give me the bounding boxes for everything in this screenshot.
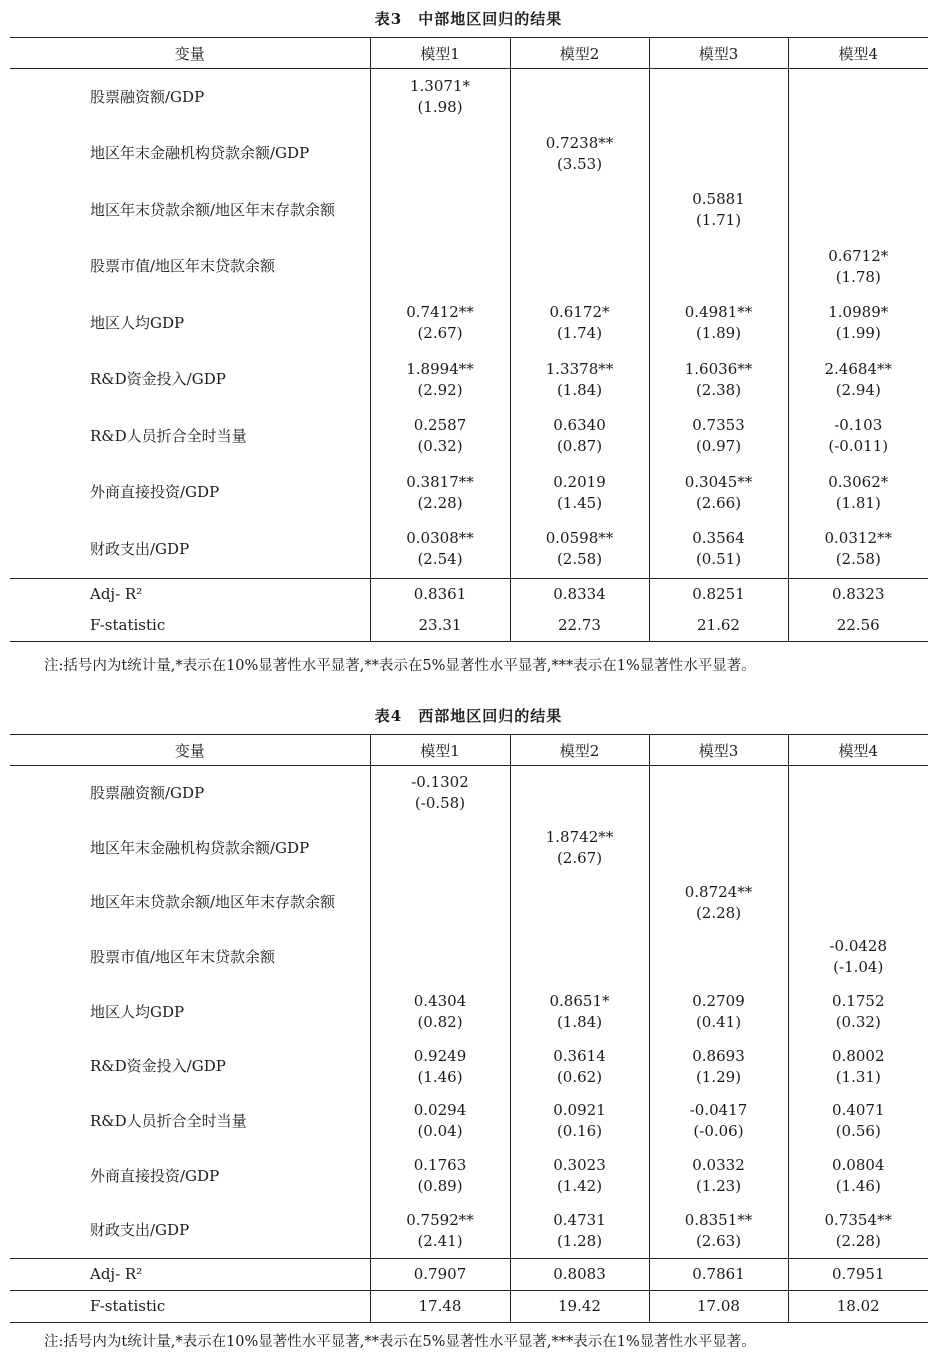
adj-r2-value: 0.7861 xyxy=(649,1259,788,1291)
coefficient-value: 0.2019 xyxy=(553,472,606,491)
table-row xyxy=(10,126,928,183)
table-row xyxy=(10,821,928,876)
row-variable-label: 地区年末金融机构贷款余额/GDP xyxy=(90,144,310,163)
adj-r2-value: 0.8251 xyxy=(649,578,788,610)
adj-r2-value: 0.8361 xyxy=(370,578,510,610)
table-row xyxy=(10,295,928,352)
coefficient-cell xyxy=(649,182,788,239)
coefficient-value: 0.0294 xyxy=(413,1101,467,1120)
coefficient-value: 1.0989* xyxy=(828,303,889,322)
coefficient-value: 0.3045** xyxy=(684,472,753,491)
coefficient-value: 0.6340 xyxy=(553,416,606,435)
t-statistic-value: (2.92) xyxy=(417,380,463,399)
t-statistic-value: (2.54) xyxy=(417,550,463,569)
coefficient-value: 0.4981** xyxy=(684,303,753,322)
t-statistic-value: (0.82) xyxy=(417,1013,463,1032)
row-variable-label: R&D资金投入/GDP xyxy=(90,1057,226,1076)
coefficient-value: 0.6712* xyxy=(828,246,889,265)
t-statistic-value: (0.62) xyxy=(556,1067,603,1086)
coefficient-cell xyxy=(649,295,788,352)
header-model-1: 模型1 xyxy=(370,38,510,69)
coefficient-cell xyxy=(510,295,649,352)
adj-r2-value: 0.8334 xyxy=(510,578,649,610)
table3 xyxy=(10,37,928,642)
coefficient-value: 0.3817** xyxy=(406,472,474,491)
coefficient-cell xyxy=(649,69,788,126)
table-row xyxy=(10,985,928,1040)
coefficient-cell xyxy=(788,930,928,985)
adj-r2-label: Adj- R² xyxy=(90,1265,143,1284)
coefficient-cell xyxy=(370,408,510,465)
t-statistic-value: (0.32) xyxy=(835,1013,881,1032)
table-row xyxy=(10,69,928,126)
table3-body xyxy=(10,69,928,579)
header-variable: 变量 xyxy=(174,44,205,63)
table4-header-row xyxy=(10,735,928,766)
f-statistic-value: 18.02 xyxy=(788,1291,928,1323)
f-statistic-label: F-statistic xyxy=(90,615,166,634)
coefficient-cell xyxy=(370,766,510,821)
table-row xyxy=(10,1149,928,1204)
coefficient-value: -0.0417 xyxy=(689,1101,748,1120)
table-row xyxy=(10,766,928,821)
coefficient-value: 1.3378** xyxy=(545,359,614,378)
t-statistic-value: (1.84) xyxy=(556,1013,603,1032)
coefficient-value: 0.8002 xyxy=(832,1046,885,1065)
t-statistic-value: (0.97) xyxy=(695,437,742,456)
t-statistic-value: (2.94) xyxy=(835,380,881,399)
coefficient-value: 0.7412** xyxy=(406,303,474,322)
table-row xyxy=(10,1094,928,1149)
header-model-3: 模型3 xyxy=(649,38,788,69)
coefficient-cell xyxy=(649,408,788,465)
t-statistic-value: (1.98) xyxy=(417,98,463,117)
t-statistic-value: (2.41) xyxy=(417,1231,463,1250)
t-statistic-value: (1.71) xyxy=(695,211,742,230)
row-variable-label: 财政支出/GDP xyxy=(90,1221,190,1240)
coefficient-cell xyxy=(788,985,928,1040)
coefficient-value: 0.4304 xyxy=(413,992,467,1011)
coefficient-cell xyxy=(370,821,510,876)
table-row xyxy=(10,875,928,930)
adj-r2-label: Adj- R² xyxy=(90,584,143,603)
coefficient-value: 0.7353 xyxy=(692,416,745,435)
coefficient-value: 0.3062* xyxy=(828,472,889,491)
t-statistic-value: (2.58) xyxy=(835,550,881,569)
t-statistic-value: (1.84) xyxy=(556,380,603,399)
coefficient-value: 0.3614 xyxy=(553,1046,606,1065)
t-statistic-value: (1.46) xyxy=(417,1067,463,1086)
table-row xyxy=(10,182,928,239)
coefficient-cell xyxy=(649,1094,788,1149)
coefficient-cell xyxy=(510,126,649,183)
table4-note: 注:括号内为t统计量,*表示在10%显著性水平显著,**表示在5%显著性水平显著,***表示在1%显著性水平显著。 xyxy=(44,1334,756,1350)
table-row xyxy=(10,465,928,522)
row-variable-label: 股票融资额/GDP xyxy=(90,783,205,802)
coefficient-value: 0.8724** xyxy=(684,882,753,901)
coefficient-value: 0.0598** xyxy=(545,529,614,548)
coefficient-cell xyxy=(788,875,928,930)
coefficient-value: 1.8742** xyxy=(545,828,614,847)
row-variable-label: 地区年末贷款余额/地区年末存款余额 xyxy=(90,200,336,219)
coefficient-cell xyxy=(370,295,510,352)
adj-r2-value: 0.7907 xyxy=(370,1259,510,1291)
coefficient-cell xyxy=(510,408,649,465)
header-model-1: 模型1 xyxy=(370,735,510,766)
coefficient-cell xyxy=(370,1204,510,1259)
t-statistic-value: (0.41) xyxy=(695,1013,742,1032)
coefficient-cell xyxy=(649,126,788,183)
coefficient-cell xyxy=(649,239,788,296)
coefficient-cell xyxy=(510,521,649,578)
t-statistic-value: (0.87) xyxy=(556,437,603,456)
coefficient-cell xyxy=(649,1149,788,1204)
coefficient-cell xyxy=(788,821,928,876)
t-statistic-value: (1.99) xyxy=(835,324,881,343)
coefficient-cell xyxy=(649,1204,788,1259)
coefficient-cell xyxy=(370,352,510,409)
row-variable-label: 地区人均GDP xyxy=(90,313,185,332)
row-variable-label: R&D人员折合全时当量 xyxy=(90,1111,247,1130)
coefficient-value: 2.4684** xyxy=(824,359,892,378)
row-variable-label: 地区人均GDP xyxy=(90,1002,185,1021)
coefficient-cell xyxy=(370,239,510,296)
t-statistic-value: (0.51) xyxy=(695,550,742,569)
f-statistic-value: 23.31 xyxy=(370,610,510,642)
coefficient-cell xyxy=(510,985,649,1040)
coefficient-cell xyxy=(510,1094,649,1149)
coefficient-cell xyxy=(788,182,928,239)
t-statistic-value: (2.38) xyxy=(695,380,742,399)
table-row xyxy=(10,930,928,985)
coefficient-value: 0.6172* xyxy=(549,303,610,322)
adj-r2-value: 0.8083 xyxy=(510,1259,649,1291)
header-model-2: 模型2 xyxy=(510,38,649,69)
coefficient-value: 0.7354** xyxy=(824,1210,892,1229)
coefficient-value: 0.5881 xyxy=(692,190,745,209)
coefficient-value: 0.3564 xyxy=(692,529,745,548)
f-statistic-value: 22.56 xyxy=(788,610,928,642)
t-statistic-value: (-1.04) xyxy=(833,958,884,977)
table-row xyxy=(10,521,928,578)
coefficient-cell xyxy=(370,985,510,1040)
header-model-2: 模型2 xyxy=(510,735,649,766)
coefficient-cell xyxy=(510,182,649,239)
coefficient-cell xyxy=(510,930,649,985)
t-statistic-value: (2.67) xyxy=(556,849,603,868)
coefficient-value: 0.8351** xyxy=(684,1210,753,1229)
coefficient-value: -0.1302 xyxy=(411,773,469,792)
t-statistic-value: (-0.011) xyxy=(828,437,889,456)
coefficient-value: 0.0312** xyxy=(824,529,892,548)
coefficient-value: -0.103 xyxy=(834,416,883,435)
coefficient-cell xyxy=(788,1094,928,1149)
row-variable-label: 地区年末贷款余额/地区年末存款余额 xyxy=(90,893,336,912)
table4-adj-r2-row xyxy=(10,1259,928,1291)
coefficient-cell xyxy=(788,126,928,183)
row-variable-label: 财政支出/GDP xyxy=(90,539,190,558)
coefficient-cell xyxy=(510,1204,649,1259)
coefficient-value: 0.0332 xyxy=(692,1156,745,1175)
coefficient-value: 0.7592** xyxy=(406,1210,474,1229)
t-statistic-value: (1.31) xyxy=(835,1067,881,1086)
adj-r2-value: 0.7951 xyxy=(788,1259,928,1291)
coefficient-value: 0.0308** xyxy=(406,529,474,548)
table-row xyxy=(10,1039,928,1094)
coefficient-value: 0.7238** xyxy=(545,133,614,152)
t-statistic-value: (2.28) xyxy=(835,1231,881,1250)
coefficient-cell xyxy=(649,821,788,876)
coefficient-value: 0.1752 xyxy=(832,992,885,1011)
t-statistic-value: (0.89) xyxy=(417,1177,463,1196)
coefficient-cell xyxy=(510,1149,649,1204)
t-statistic-value: (0.16) xyxy=(556,1122,603,1141)
table3-f-statistic-row xyxy=(10,610,928,642)
coefficient-cell xyxy=(788,1149,928,1204)
coefficient-value: 1.8994** xyxy=(406,359,474,378)
coefficient-cell xyxy=(370,1039,510,1094)
coefficient-cell xyxy=(370,1149,510,1204)
row-variable-label: 外商直接投资/GDP xyxy=(90,483,220,502)
t-statistic-value: (-0.58) xyxy=(414,794,466,813)
row-variable-label: 外商直接投资/GDP xyxy=(90,1166,220,1185)
t-statistic-value: (1.81) xyxy=(835,493,881,512)
coefficient-cell xyxy=(788,465,928,522)
t-statistic-value: (2.66) xyxy=(695,493,742,512)
coefficient-cell xyxy=(649,930,788,985)
coefficient-cell xyxy=(788,1039,928,1094)
coefficient-cell xyxy=(370,521,510,578)
coefficient-value: -0.0428 xyxy=(829,937,888,956)
t-statistic-value: (0.04) xyxy=(417,1122,463,1141)
t-statistic-value: (1.28) xyxy=(556,1231,603,1250)
coefficient-cell xyxy=(649,766,788,821)
t-statistic-value: (0.56) xyxy=(835,1122,881,1141)
t-statistic-value: (1.45) xyxy=(556,493,603,512)
f-statistic-value: 19.42 xyxy=(510,1291,649,1323)
coefficient-cell xyxy=(649,875,788,930)
coefficient-cell xyxy=(370,126,510,183)
t-statistic-value: (2.28) xyxy=(695,903,742,922)
coefficient-cell xyxy=(788,1204,928,1259)
coefficient-value: 0.8651* xyxy=(549,992,610,1011)
t-statistic-value: (1.42) xyxy=(556,1177,603,1196)
coefficient-cell xyxy=(788,295,928,352)
coefficient-value: 0.9249 xyxy=(413,1046,467,1065)
coefficient-cell xyxy=(510,766,649,821)
t-statistic-value: (-0.06) xyxy=(693,1122,744,1141)
table-row xyxy=(10,352,928,409)
coefficient-cell xyxy=(370,1094,510,1149)
coefficient-cell xyxy=(510,69,649,126)
coefficient-cell xyxy=(510,465,649,522)
coefficient-cell xyxy=(788,239,928,296)
table3-header-row xyxy=(10,38,928,69)
coefficient-cell xyxy=(788,766,928,821)
coefficient-value: 0.4071 xyxy=(832,1101,885,1120)
coefficient-cell xyxy=(649,521,788,578)
coefficient-value: 0.2709 xyxy=(692,992,745,1011)
coefficient-cell xyxy=(510,821,649,876)
coefficient-cell xyxy=(510,239,649,296)
coefficient-cell xyxy=(649,985,788,1040)
table3-adj-r2-row xyxy=(10,578,928,610)
coefficient-cell xyxy=(510,1039,649,1094)
header-model-4: 模型4 xyxy=(788,38,928,69)
coefficient-cell xyxy=(510,352,649,409)
table4-body xyxy=(10,766,928,1259)
coefficient-value: 0.2587 xyxy=(413,416,467,435)
coefficient-cell xyxy=(370,182,510,239)
t-statistic-value: (2.67) xyxy=(417,324,463,343)
table4 xyxy=(10,734,928,1323)
table-row xyxy=(10,408,928,465)
table3-note: 注:括号内为t统计量,*表示在10%显著性水平显著,**表示在5%显著性水平显著,***表示在1%显著性水平显著。 xyxy=(44,658,756,674)
coefficient-cell xyxy=(788,521,928,578)
t-statistic-value: (1.74) xyxy=(556,324,603,343)
coefficient-value: 0.4731 xyxy=(553,1210,606,1229)
coefficient-value: 1.3071* xyxy=(410,77,470,96)
table-row xyxy=(10,239,928,296)
t-statistic-value: (1.23) xyxy=(695,1177,742,1196)
coefficient-value: 0.3023 xyxy=(553,1156,606,1175)
f-statistic-value: 17.08 xyxy=(649,1291,788,1323)
table4-caption: 表4 西部地区回归的结果 xyxy=(374,707,563,725)
coefficient-cell xyxy=(788,408,928,465)
row-variable-label: 股票融资额/GDP xyxy=(90,87,205,106)
header-model-4: 模型4 xyxy=(788,735,928,766)
coefficient-value: 0.1763 xyxy=(413,1156,467,1175)
t-statistic-value: (1.29) xyxy=(695,1067,742,1086)
coefficient-cell xyxy=(370,465,510,522)
coefficient-cell xyxy=(370,875,510,930)
table3-caption: 表3 中部地区回归的结果 xyxy=(374,10,563,28)
t-statistic-value: (2.28) xyxy=(417,493,463,512)
row-variable-label: R&D人员折合全时当量 xyxy=(90,426,247,445)
row-variable-label: 股票市值/地区年末贷款余额 xyxy=(90,947,276,966)
header-variable: 变量 xyxy=(174,741,205,760)
coefficient-value: 0.0804 xyxy=(832,1156,885,1175)
f-statistic-value: 22.73 xyxy=(510,610,649,642)
coefficient-value: 0.0921 xyxy=(553,1101,606,1120)
t-statistic-value: (2.58) xyxy=(556,550,603,569)
t-statistic-value: (2.63) xyxy=(695,1231,742,1250)
t-statistic-value: (0.32) xyxy=(417,437,463,456)
header-model-3: 模型3 xyxy=(649,735,788,766)
coefficient-cell xyxy=(370,930,510,985)
coefficient-cell xyxy=(370,69,510,126)
t-statistic-value: (1.89) xyxy=(695,324,742,343)
t-statistic-value: (1.78) xyxy=(835,267,881,286)
coefficient-cell xyxy=(649,465,788,522)
adj-r2-value: 0.8323 xyxy=(788,578,928,610)
f-statistic-value: 17.48 xyxy=(370,1291,510,1323)
coefficient-value: 1.6036** xyxy=(684,359,753,378)
coefficient-cell xyxy=(649,1039,788,1094)
row-variable-label: R&D资金投入/GDP xyxy=(90,370,226,389)
row-variable-label: 股票市值/地区年末贷款余额 xyxy=(90,257,276,276)
table-row xyxy=(10,1204,928,1259)
f-statistic-value: 21.62 xyxy=(649,610,788,642)
row-variable-label: 地区年末金融机构贷款余额/GDP xyxy=(90,838,310,857)
t-statistic-value: (3.53) xyxy=(556,154,603,173)
coefficient-cell xyxy=(788,352,928,409)
f-statistic-label: F-statistic xyxy=(90,1297,166,1316)
coefficient-value: 0.8693 xyxy=(692,1046,745,1065)
table4-f-statistic-row xyxy=(10,1291,928,1323)
coefficient-cell xyxy=(788,69,928,126)
coefficient-cell xyxy=(510,875,649,930)
t-statistic-value: (1.46) xyxy=(835,1177,881,1196)
coefficient-cell xyxy=(649,352,788,409)
